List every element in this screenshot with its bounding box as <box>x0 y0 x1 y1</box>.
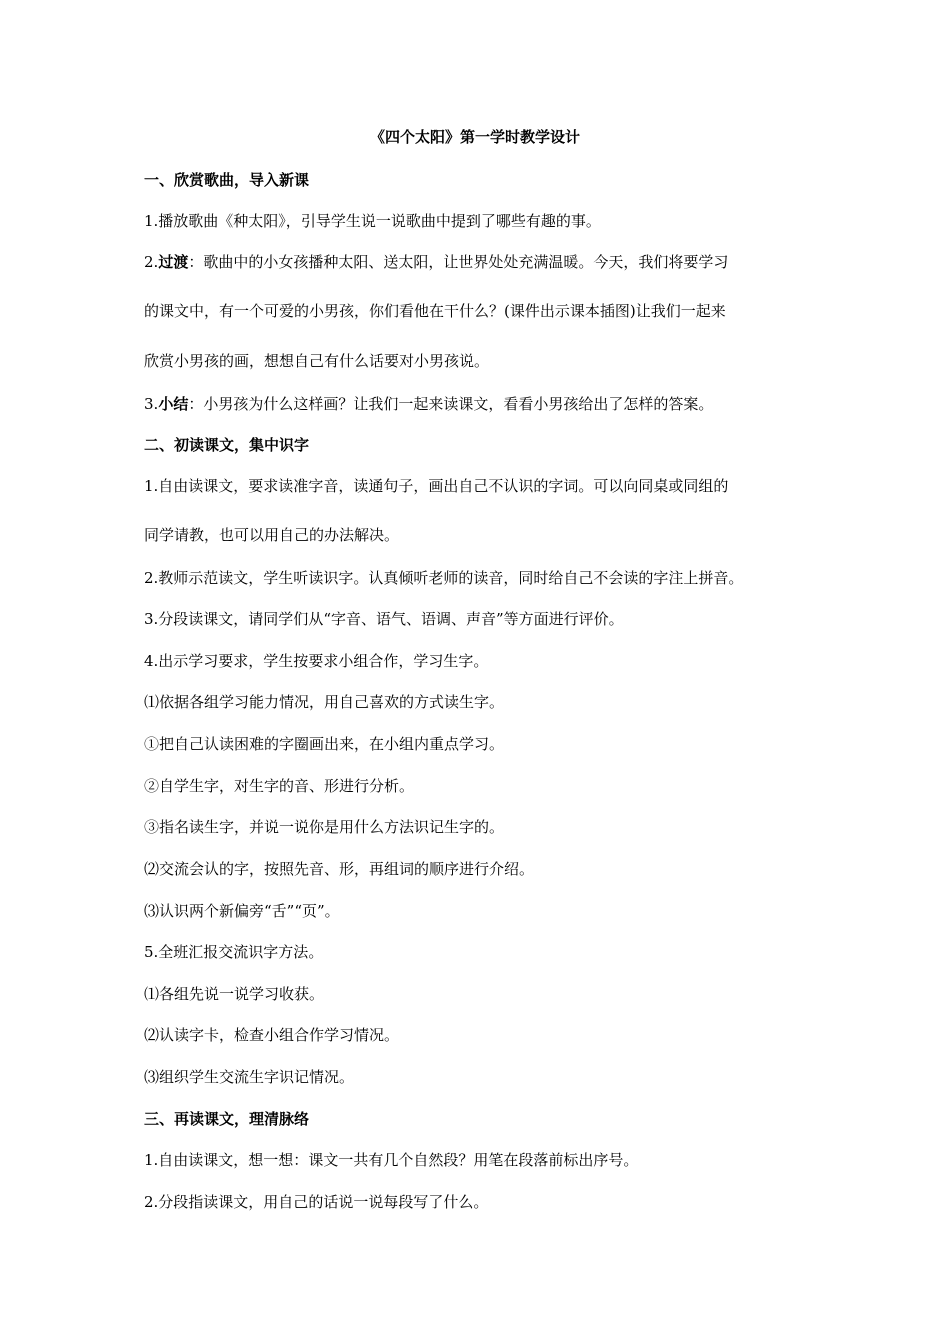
paragraph: 1.播放歌曲《种太阳》，引导学生说一说歌曲中提到了哪些有趣的事。 <box>144 212 601 230</box>
item-number: 2. <box>144 253 159 271</box>
paragraph: 1.自由读课文，想一想：课文一共有几个自然段？用笔在段落前标出序号。 <box>144 1151 639 1169</box>
paragraph: 1.自由读课文，要求读准字音，读通句子，画出自己不认识的字词。可以向同桌或同组的 <box>144 477 729 495</box>
paragraph-continuation: 的课文中，有一个可爱的小男孩，你们看他在干什么？(课件出示课本插图)让我们一起来 <box>144 302 726 320</box>
section-heading-2: 二、初读课文，集中识字 <box>144 436 310 454</box>
paragraph: 2.教师示范读文，学生听读识字。认真倾听老师的读音，同时给自己不会读的字注上拼音。 <box>144 569 744 587</box>
sub-item: ⑵交流会认的字，按照先音、形，再组词的顺序进行介绍。 <box>144 860 535 878</box>
sub-item: ⑵认读字卡，检查小组合作学习情况。 <box>144 1026 400 1044</box>
paragraph: 4.出示学习要求，学生按要求小组合作，学习生字。 <box>144 652 489 670</box>
sub-item: ①把自己认读困难的字圈画出来，在小组内重点学习。 <box>144 735 505 753</box>
paragraph-continuation: 欣赏小男孩的画，想想自己有什么话要对小男孩说。 <box>144 352 490 370</box>
document-title: 《四个太阳》第一学时教学设计 <box>369 128 580 146</box>
paragraph-text: ：歌曲中的小女孩播种太阳、送太阳，让世界处处充满温暖。今天，我们将要学习 <box>188 253 729 271</box>
sub-item: ⑶组织学生交流生字识记情况。 <box>144 1068 355 1086</box>
sub-item: ③指名读生字，并说一说你是用什么方法识记生字的。 <box>144 818 505 836</box>
section-heading-1: 一、欣赏歌曲，导入新课 <box>144 171 310 189</box>
paragraph-transition <box>144 252 824 272</box>
lead-word: 过渡 <box>158 253 189 271</box>
paragraph-continuation: 同学请教，也可以用自己的办法解决。 <box>144 526 400 544</box>
section-heading-3: 三、再读课文，理清脉络 <box>144 1110 310 1128</box>
paragraph: 5.全班汇报交流识字方法。 <box>144 943 324 961</box>
lead-word: 小结 <box>158 395 189 413</box>
sub-item: ⑴各组先说一说学习收获。 <box>144 985 325 1003</box>
paragraph: 3.分段读课文，请同学们从“字音、语气、语调、声音”等方面进行评价。 <box>144 610 624 628</box>
sub-item: ⑶认识两个新偏旁“舌”“页”。 <box>144 902 340 920</box>
paragraph: 2.分段指读课文，用自己的话说一说每段写了什么。 <box>144 1193 489 1211</box>
item-number: 3. <box>144 395 159 413</box>
paragraph-text: ：小男孩为什么这样画？让我们一起来读课文，看看小男孩给出了怎样的答案。 <box>188 395 714 413</box>
sub-item: ②自学生字，对生字的音、形进行分析。 <box>144 777 415 795</box>
sub-item: ⑴依据各组学习能力情况，用自己喜欢的方式读生字。 <box>144 693 505 711</box>
paragraph-summary <box>144 394 824 414</box>
